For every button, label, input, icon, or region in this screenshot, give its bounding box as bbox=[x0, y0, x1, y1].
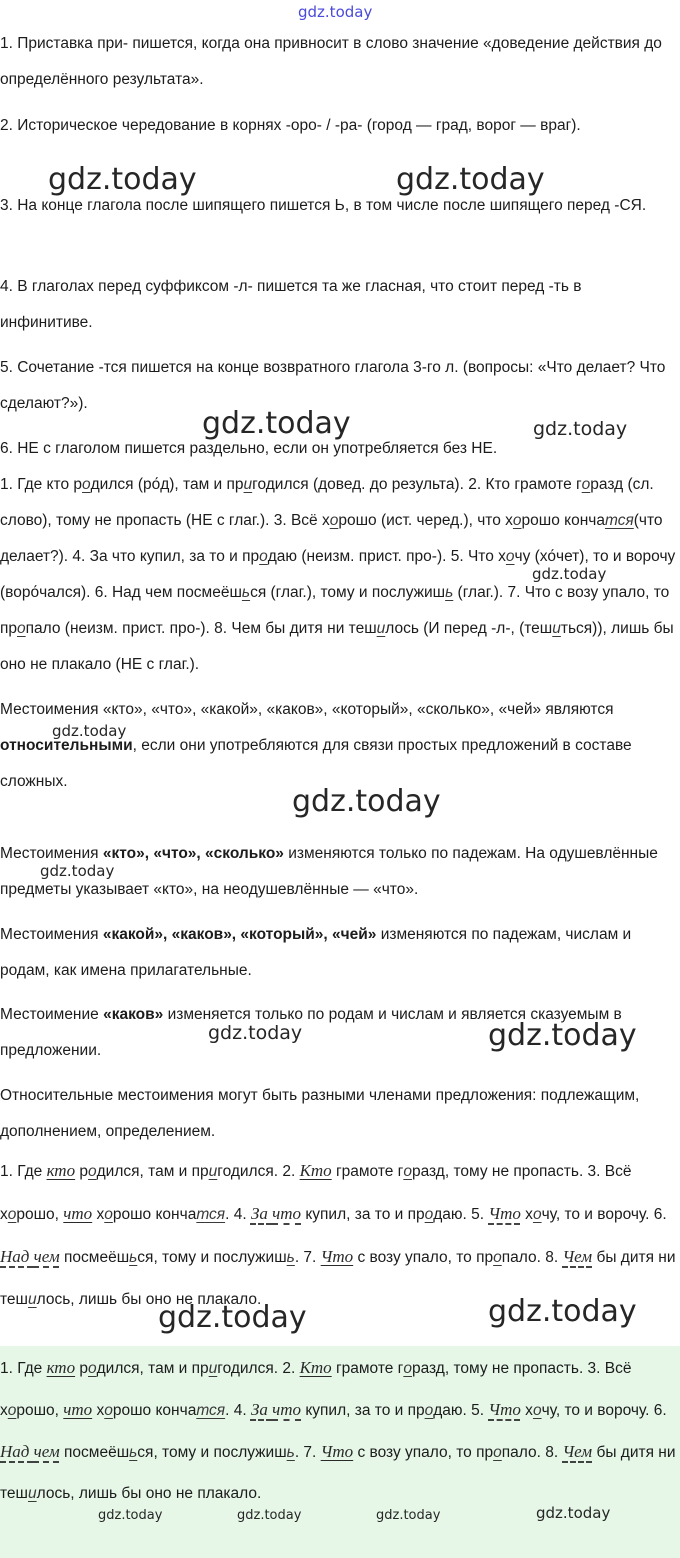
rule-6: 6. НЕ с глаголом пишется раздельно, если он употребляется без НЕ. bbox=[0, 440, 498, 457]
watermark: gdz.today bbox=[533, 418, 628, 440]
rule-4: 4. В глаголах перед суффиксом -л- пишется та же гласная, что стоит перед -ть в инфинитиве. bbox=[0, 278, 582, 331]
watermark: gdz.today bbox=[396, 162, 545, 197]
theory-members: Относительные местоимения могут быть разными членами предложения: подлежащим, дополнением, определением. bbox=[0, 1087, 640, 1140]
watermark: gdz.today bbox=[532, 565, 607, 583]
answer-highlighted: 1. Где кто родился, там и пригодился. 2. Кто грамоте горазд, тому не пропасть. 3. Всё хорошо, что хорошо кончатся. 4. За что купил, за то и продаю. 5. Что хочу, то и ворочу. 6. Над чем посмеёшься, тому и послужишь. 7. Что с возу упало, то пропало. 8. Чем бы дитя ни тешилось, лишь бы оно не плакало. bbox=[0, 1358, 676, 1502]
watermark: gdz.today bbox=[52, 722, 127, 740]
theory-kto-chto: Местоимения «кто», «что», «сколько» изменяются только по падежам. На одушевлённые предметы указывает «кто», на неодушевлённые — «что». bbox=[0, 845, 658, 898]
watermark-top: gdz.today bbox=[298, 3, 373, 21]
watermark: gdz.today bbox=[237, 1508, 302, 1523]
watermark: gdz.today bbox=[202, 406, 351, 441]
watermark: gdz.today bbox=[40, 862, 115, 880]
watermark: gdz.today bbox=[292, 784, 441, 819]
explained-proverbs: 1. Где кто родился (ро́д), там и пригодился (довед. до результа). 2. Кто грамоте горазд (сл. слово), тому не пропасть (НЕ с глаг.). 3. Всё хорошо (ист. черед.), что хорошо кончатся(что делает?). 4. За что купил, за то и продаю (неизм. прист. про-). 5. Что хочу (хо́чет), то и ворочу (воро́чался). 6. Над чем посмеёшься (глаг.), тому и послужишь (глаг.). 7. Что с возу упало, то пропало (неизм. прист. про-). 8. Чем бы дитя ни тешилось (И перед -л-, (тешиться)), лишь бы оно не плакало (НЕ с глаг.). bbox=[0, 476, 676, 673]
theory-kakov: Местоимение «каков» изменяется только по родам и числам и является сказуемым в предложении. bbox=[0, 1006, 622, 1059]
rule-1: 1. Приставка при- пишется, когда она привносит в слово значение «доведение действия до определённого результата». bbox=[0, 35, 662, 88]
watermark: gdz.today bbox=[376, 1508, 441, 1523]
watermark: gdz.today bbox=[208, 1022, 303, 1044]
watermark: gdz.today bbox=[98, 1508, 163, 1523]
theory-relative-pronouns: Местоимения «кто», «что», «какой», «каков», «который», «сколько», «чей» являются относительными, если они употребляются для связи простых предложений в составе сложных. bbox=[0, 701, 632, 790]
theory-kakoy: Местоимения «какой», «каков», «который», «чей» изменяются по падежам, числам и родам, как имена прилагательные. bbox=[0, 926, 632, 979]
watermark: gdz.today bbox=[488, 1294, 637, 1329]
answer-plain: 1. Где кто родился, там и пригодился. 2. Кто грамоте горазд, тому не пропасть. 3. Всё хорошо, что хорошо кончатся. 4. За что купил, за то и продаю. 5. Что хочу, то и ворочу. 6. Над чем посмеёшься, тому и послужишь. 7. Что с возу упало, то пропало. 8. Чем бы дитя ни тешилось, лишь бы оно не плакало. bbox=[0, 1161, 676, 1308]
watermark: gdz.today bbox=[488, 1018, 637, 1053]
rule-2: 2. Историческое чередование в корнях -оро- / -ра- (город — град, ворог — враг). bbox=[0, 117, 581, 134]
watermark: gdz.today bbox=[158, 1300, 307, 1335]
rule-5: 5. Сочетание -тся пишется на конце возвратного глагола 3-го л. (вопросы: «Что делает? Что сделают?»). bbox=[0, 359, 666, 412]
rule-3: 3. На конце глагола после шипящего пишется Ь, в том числе после шипящего перед -СЯ. bbox=[0, 197, 647, 214]
watermark: gdz.today bbox=[536, 1504, 611, 1522]
watermark: gdz.today bbox=[48, 162, 197, 197]
